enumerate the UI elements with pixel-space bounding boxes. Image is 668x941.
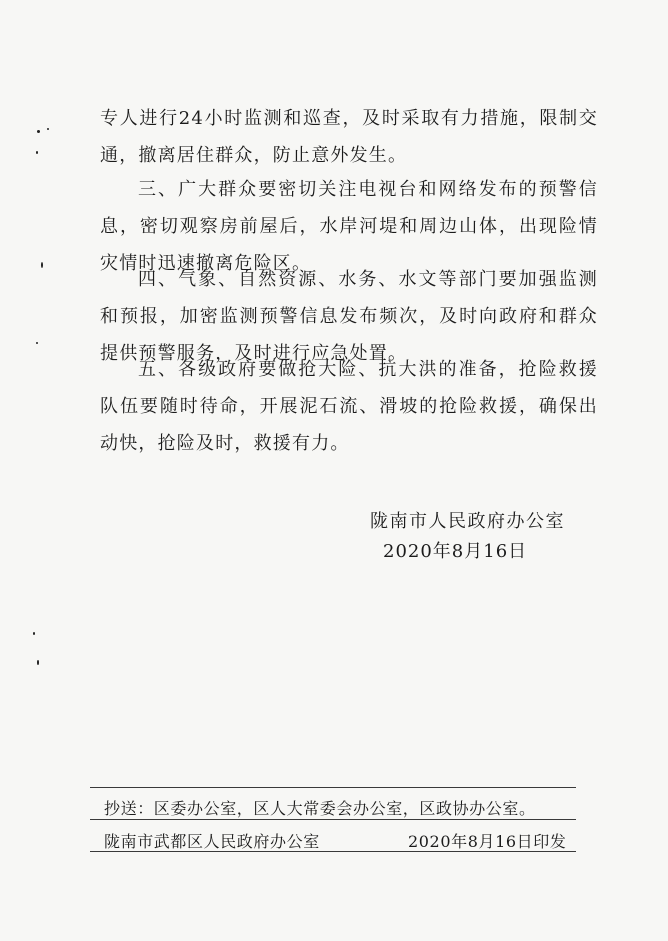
body-paragraph-2: 三、广大群众要密切关注电视台和网络发布的预警信息，密切观察房前屋后，水岸河堤和周边山体，出现险情灾情时迅速撤离危险区。 xyxy=(100,179,598,274)
scan-speck xyxy=(37,660,39,665)
footer-bottom-rule xyxy=(90,851,576,852)
body-paragraph-3: 四、气象、自然资源、水务、水文等部门要加强监测和预报，加密监测预警信息发布频次，及时向政府和群众提供预警服务，及时进行应急处置。 xyxy=(100,269,598,364)
footer-top-rule xyxy=(90,787,576,788)
issue-date: 2020年8月16日印发 xyxy=(408,832,567,851)
signature-organization: 陇南市人民政府办公室 xyxy=(370,511,565,532)
body-paragraph-1: 专人进行24小时监测和巡查，及时采取有力措施，限制交通，撤离居住群众，防止意外发生。 xyxy=(100,108,598,166)
signature-date: 2020年8月16日 xyxy=(383,541,528,562)
scan-speck xyxy=(33,632,35,635)
cc-list: 抄送：区委办公室，区人大常委会办公室，区政协办公室。 xyxy=(104,799,536,818)
scan-speck xyxy=(37,130,40,133)
scan-speck xyxy=(36,151,38,154)
scan-speck xyxy=(36,342,38,344)
footer-middle-rule xyxy=(90,819,576,820)
scan-speck xyxy=(47,128,49,130)
issuing-office: 陇南市武都区人民政府办公室 xyxy=(104,832,320,851)
body-paragraph-4: 五、各级政府要做抢大险、抗大洪的准备，抢险救援队伍要随时待命，开展泥石流、滑坡的抢险救援，确保出动快，抢险及时，救援有力。 xyxy=(100,359,598,454)
scan-speck xyxy=(41,262,43,268)
